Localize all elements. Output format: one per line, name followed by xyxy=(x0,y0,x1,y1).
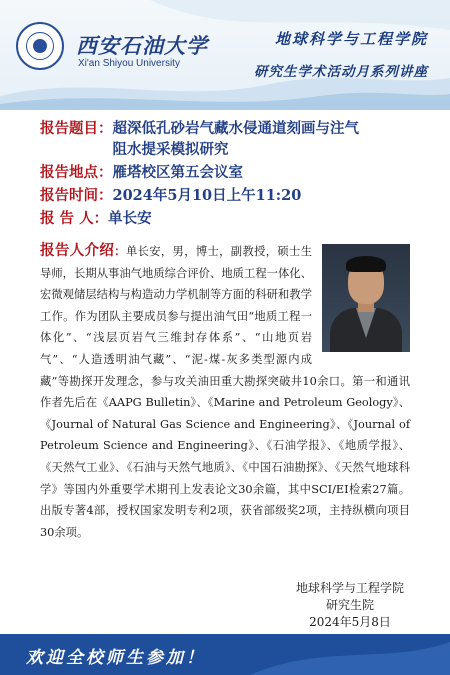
title-label: 报告题目： xyxy=(40,120,113,137)
talk-info xyxy=(40,118,420,229)
speaker-intro xyxy=(40,240,410,543)
wave-decoration xyxy=(0,0,450,110)
speaker-photo xyxy=(322,244,410,352)
intro-colon: ： xyxy=(114,244,126,258)
series-title: 研究生学术活动月系列讲座 xyxy=(254,64,428,80)
title-row xyxy=(40,118,420,160)
talk-time: 2024年5月10日上午11:20 xyxy=(112,187,302,204)
header-banner xyxy=(0,0,450,110)
speaker-name: 单长安 xyxy=(108,210,152,227)
speaker-row xyxy=(40,208,420,229)
signature-dept: 研究生院 xyxy=(325,598,374,612)
intro-label: 报告人介绍 xyxy=(40,242,115,259)
time-label: 报告时间： xyxy=(40,187,113,204)
talk-location: 雁塔校区第五会议室 xyxy=(112,164,243,181)
signature-org: 地球科学与工程学院 xyxy=(295,581,404,595)
time-row xyxy=(40,185,420,206)
speaker-label: 报 告 人： xyxy=(40,210,109,227)
welcome-text: 欢迎全校师生参加！ xyxy=(26,648,206,668)
university-name-cn: 西安石油大学 xyxy=(76,33,208,58)
location-row xyxy=(40,162,420,183)
talk-title xyxy=(113,118,360,160)
college-title: 地球科学与工程学院 xyxy=(274,30,428,48)
signature-block xyxy=(260,580,440,631)
university-name-en: Xi'an Shiyou University xyxy=(78,58,180,69)
university-logo xyxy=(16,22,64,70)
footer-banner xyxy=(0,634,450,675)
signature-date: 2024年5月8日 xyxy=(309,615,391,629)
location-label: 报告地点： xyxy=(40,164,113,181)
talk-title-line1: 超深低孔砂岩气藏水侵通道刻画与注气 xyxy=(112,120,359,137)
intro-text: 单长安，男，博士，副教授，硕士生导师，长期从事油气地质综合评价、地质工程一体化、宏微观储层结构与构造动力学机制等方面的科研和教学工作。作为团队主要成员参与提出油气田“地质工程一体化”、“浅层页岩气三维封存体系”、“山地页岩气”、“人造透明油气藏”、“泥-煤-灰多类型源内成藏”等勘探开发理念，参与攻关油田重大勘探突破井10余口。第一和通讯作者先后在《AAPG Bulletin》、《Marine and Petroleum Geology》、《Journal of Natural Gas Science and Engineering》、《Journal of Petroleum Science and Engineering》、《石油学报》、《地质学报》、《天然气工业》、《石油与天然气地质》、《中国石油勘探》、《天然气地球科学》等国内外重要学术期刊上发表论文30余篇，其中SCI/EI检索27篇。出版专著4部，授权国家发明专利2项，获省部级奖2项，主持纵横向项目30余项。 xyxy=(40,245,410,539)
talk-title-line2: 阻水提采模拟研究 xyxy=(112,141,229,158)
